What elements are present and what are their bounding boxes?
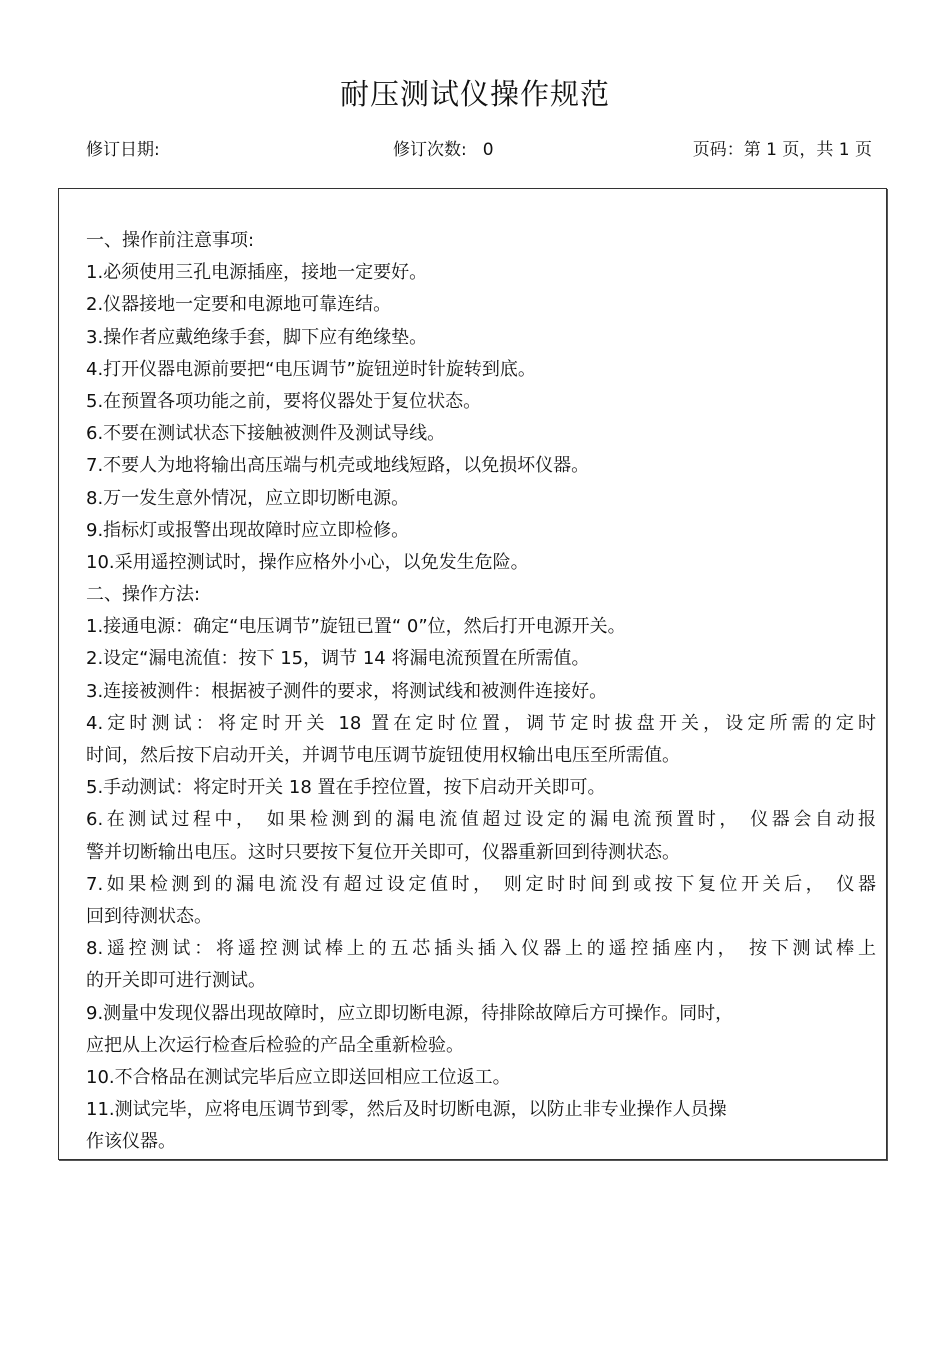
text-line: 警并切断输出电压。这时只要按下复位开关即可，仪器重新回到待测状态。 <box>86 841 680 863</box>
text-line: 应把从上次运行检查后检验的产品全重新检验。 <box>86 1034 464 1056</box>
text-line: 11.测试完毕，应将电压调节到零，然后及时切断电源，以防止非专业操作人员操 <box>86 1099 727 1121</box>
text-line: 4.打开仪器电源前要把“电压调节”旋钮逆时针旋转到底。 <box>86 358 536 380</box>
text-line: 7.如果检测到的漏电流没有超过设定值时， 则定时时间到或按下复位开关后， 仪器 <box>86 873 876 895</box>
content-box <box>58 188 887 1160</box>
text-line: 5.手动测试：将定时开关 18 置在手控位置，按下启动开关即可。 <box>86 777 606 799</box>
text-line: 作该仪器。 <box>86 1131 176 1153</box>
revision-count-value: 0 <box>482 140 494 160</box>
text-line: 8.遥控测试：将遥控测试棒上的五芯插头插入仪器上的遥控插座内， 按下测试棒上 <box>86 938 876 960</box>
text-line: 7.不要人为地将输出高压端与机壳或地线短路，以免损坏仪器。 <box>86 455 590 477</box>
text-line: 6.不要在测试状态下接触被测件及测试导线。 <box>86 423 446 445</box>
revision-info-row <box>86 138 872 162</box>
text-line: 6.在测试过程中， 如果检测到的漏电流值超过设定的漏电流预置时， 仪器会自动报 <box>86 809 876 831</box>
text-line: 4.定时测试：将定时开关 18 置在定时位置，调节定时拔盘开关，设定所需的定时 <box>86 712 876 734</box>
text-line: 9.指标灯或报警出现故障时应立即检修。 <box>86 519 410 541</box>
text-line: 5.在预置各项功能之前，要将仪器处于复位状态。 <box>86 390 482 412</box>
text-line: 回到待测状态。 <box>86 905 212 927</box>
revision-date-label: 修订日期: <box>86 140 160 160</box>
revision-count-label: 修订次数: <box>393 140 467 160</box>
text-line: 2.设定“漏电流值：按下 15，调节 14 将漏电流预置在所需值。 <box>86 648 590 670</box>
text-line: 时间，然后按下启动开关，并调节电压调节旋钮使用权输出电压至所需值。 <box>86 745 680 766</box>
text-line: 9.测量中发现仪器出现故障时，应立即切断电源，待排除故障后方可操作。同时， <box>86 1002 734 1024</box>
section-heading-precautions: 一、操作前注意事项: <box>86 230 255 251</box>
text-line: 10.采用遥控测试时，操作应格外小心，以免发生危险。 <box>86 551 529 573</box>
revision-count <box>393 138 494 162</box>
text-line: 8.万一发生意外情况，应立即切断电源。 <box>86 487 410 509</box>
page-number: 页码：第 1 页，共 1 页 <box>692 140 872 160</box>
text-line: 2.仪器接地一定要和电源地可靠连结。 <box>86 294 392 316</box>
section-heading-method: 二、操作方法: <box>86 584 201 606</box>
text-line: 3.连接被测件：根据被子测件的要求，将测试线和被测件连接好。 <box>86 680 608 702</box>
document-title: 耐压测试仪操作规范 <box>339 77 610 111</box>
text-line: 10.不合格品在测试完毕后应立即送回相应工位返工。 <box>86 1066 511 1088</box>
text-line: 的开关即可进行测试。 <box>86 970 266 992</box>
text-line: 1.接通电源：确定“电压调节”旋钮已置“ 0”位，然后打开电源开关。 <box>86 616 626 638</box>
text-line: 3.操作者应戴绝缘手套，脚下应有绝缘垫。 <box>86 326 428 348</box>
text-line: 1.必须使用三孔电源插座，接地一定要好。 <box>86 262 428 284</box>
procedure-text <box>86 225 876 1158</box>
